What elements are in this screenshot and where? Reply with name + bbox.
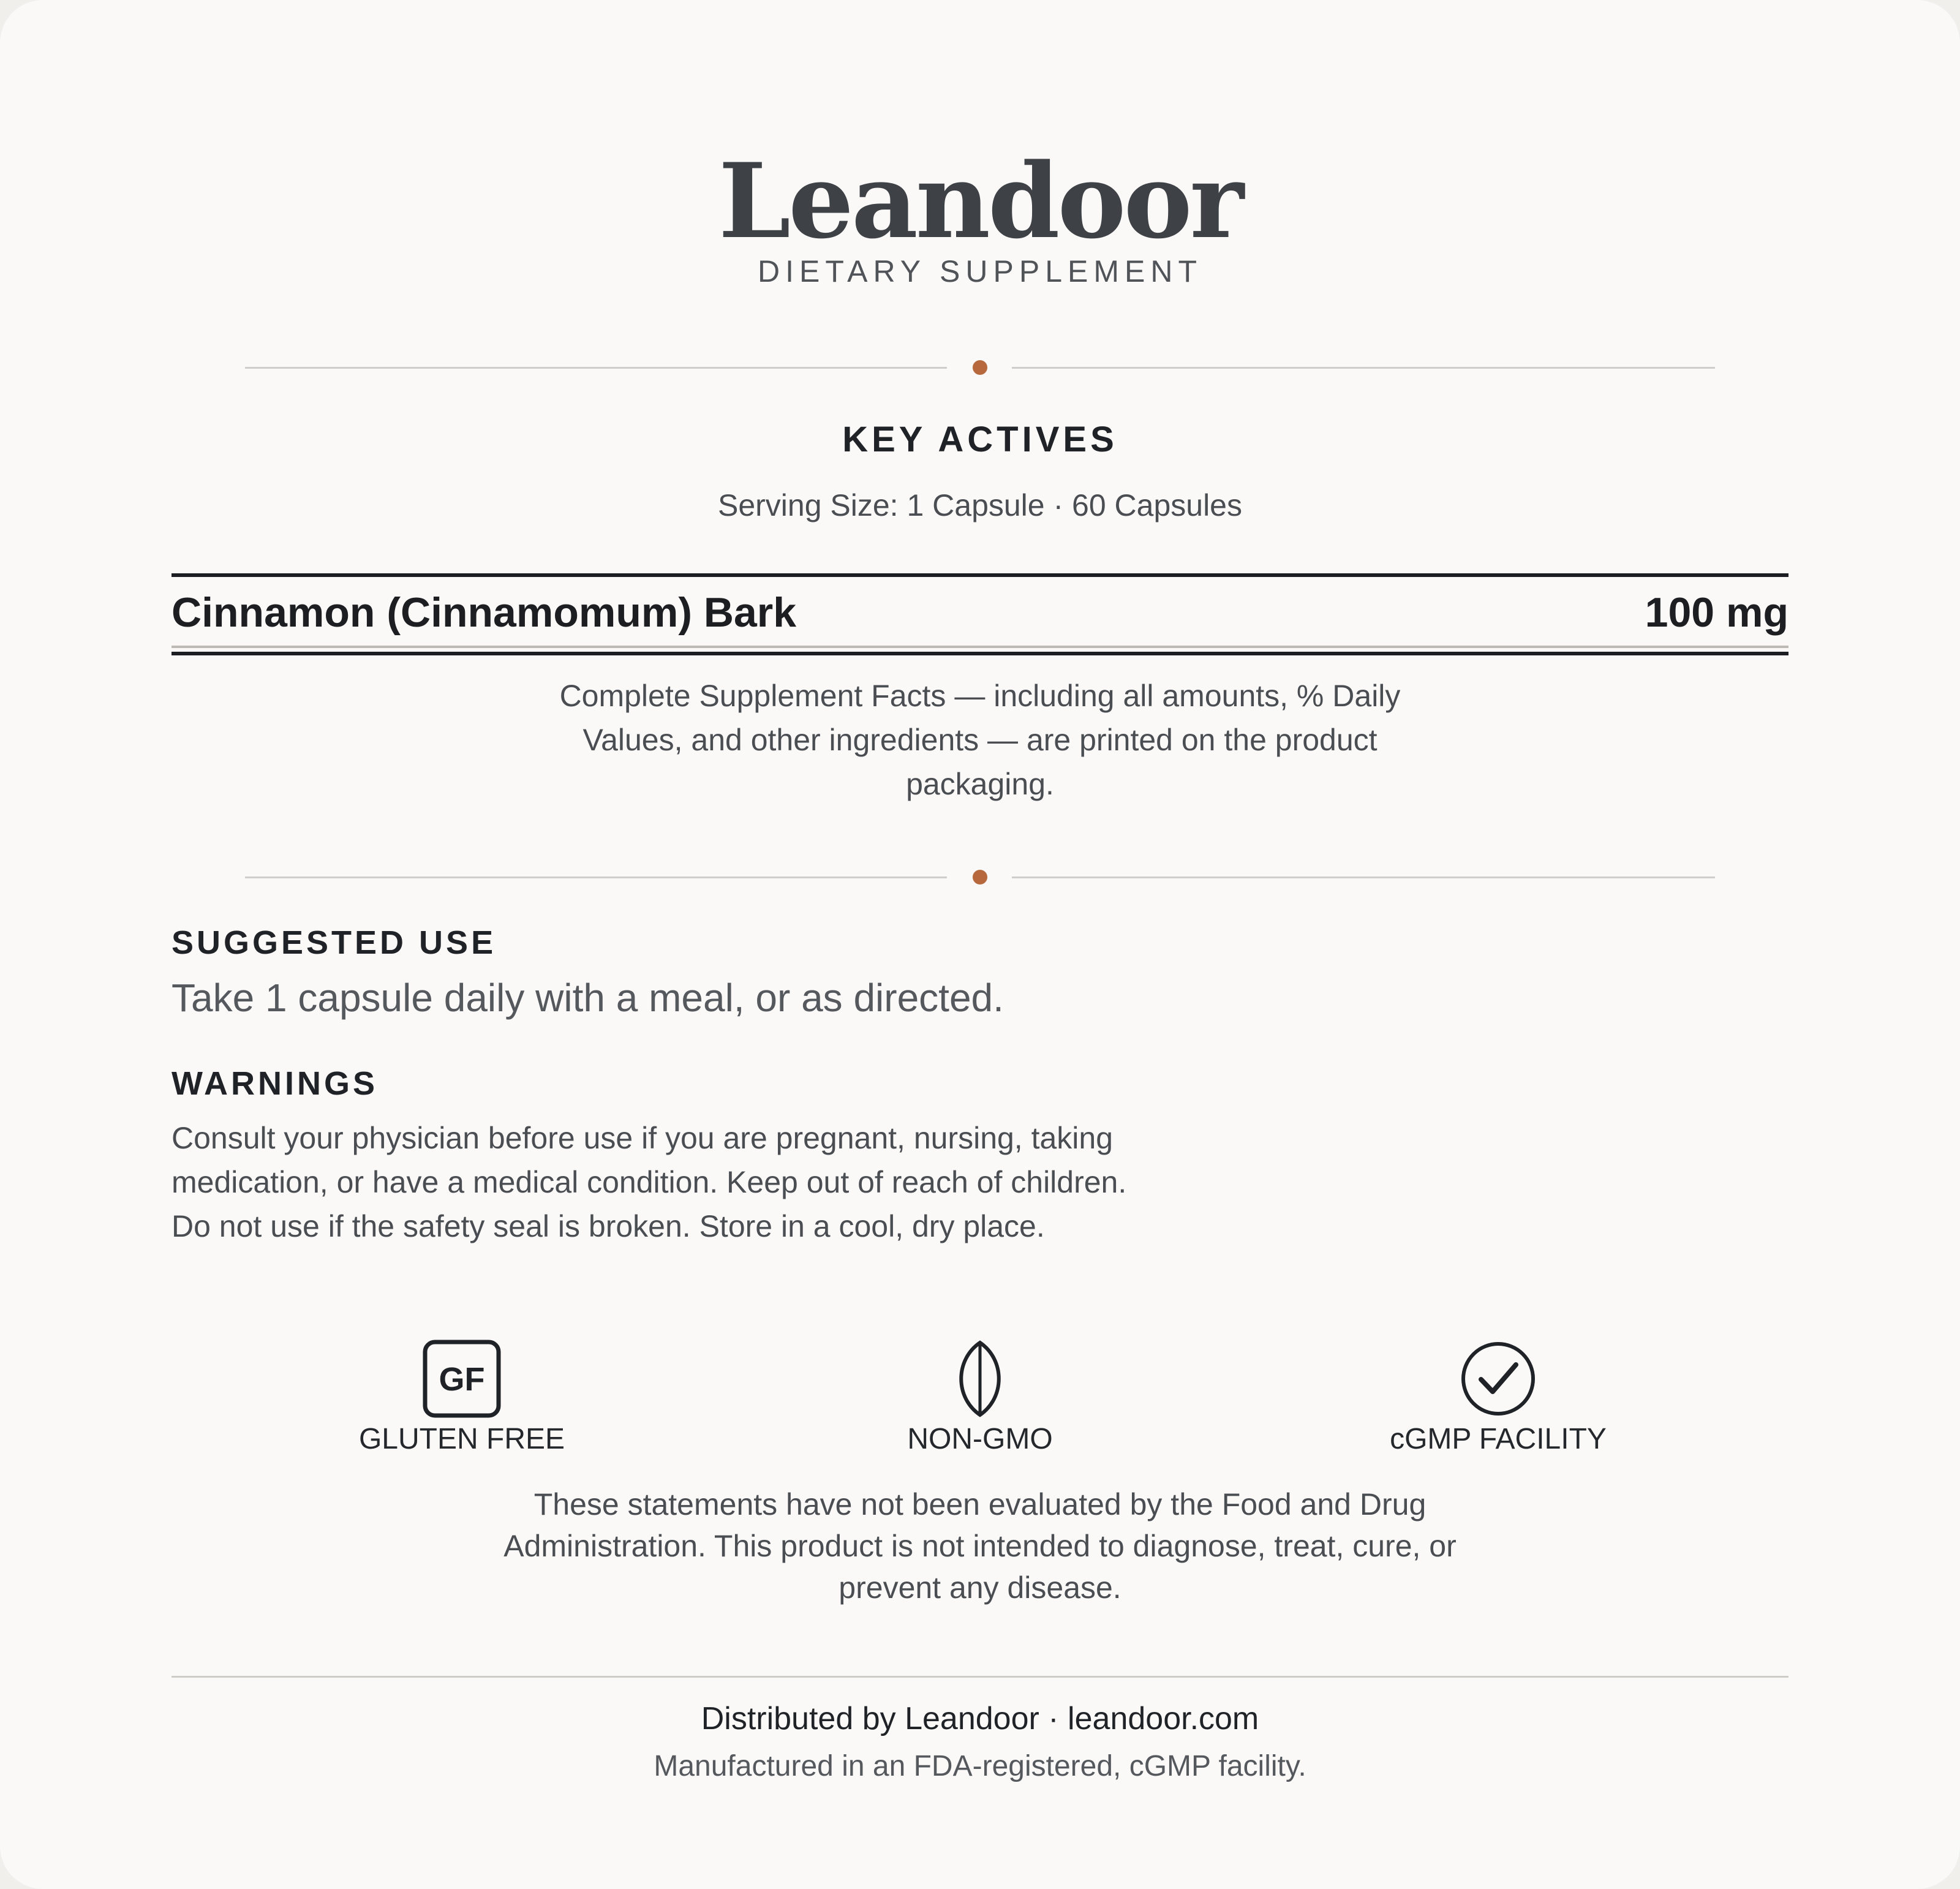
badge-label: GLUTEN FREE	[358, 1423, 565, 1455]
badge-label: NON-GMO	[907, 1423, 1053, 1455]
facts-rule-thin	[172, 646, 1789, 648]
facts-note: Complete Supplement Facts — including all amounts, % Daily Values, and other ingredients — are printed on the product packaging.	[559, 679, 1401, 801]
warnings-text: Consult your physician before use if you are pregnant, nursing, taking medication, or have a medical condition. Keep out of reach of children. Do not use if the safety seal is broken. Store in a cool, dry place.	[172, 1121, 1127, 1243]
accent-dot	[973, 360, 987, 375]
ingredient-name: Cinnamon (Cinnamomum) Bark	[172, 589, 797, 636]
gluten-free-icon	[422, 1339, 502, 1419]
distributed-by: Distributed by Leandoor · leandoor.com	[701, 1701, 1259, 1736]
leaf-icon	[940, 1339, 1020, 1419]
ornament-divider	[245, 360, 1715, 375]
ingredient-amount: 100 mg	[1645, 589, 1789, 636]
ornament-divider	[245, 870, 1715, 884]
manufactured-note: Manufactured in an FDA-registered, cGMP facility.	[654, 1750, 1306, 1782]
facts-rule-bottom	[172, 652, 1789, 655]
gluten-free-icon-text: GF	[439, 1361, 485, 1398]
badge-label: cGMP FACILITY	[1390, 1423, 1607, 1455]
fda-disclaimer: These statements have not been evaluated by the Food and Drug Administration. This product is not intended to diagnose, treat, cure, or prevent any disease.	[503, 1487, 1457, 1605]
divider-line	[245, 877, 947, 878]
divider-line	[245, 367, 947, 369]
divider-line	[1012, 877, 1715, 878]
suggested-use-text: Take 1 capsule daily with a meal, or as directed.	[172, 976, 1004, 1020]
key-actives-title: KEY ACTIVES	[842, 420, 1118, 459]
accent-dot	[973, 870, 987, 884]
serving-size: Serving Size: 1 Capsule · 60 Capsules	[717, 488, 1242, 522]
check-circle-icon	[1458, 1339, 1538, 1419]
badge-non-gmo	[796, 1339, 1164, 1456]
divider-line	[1012, 367, 1715, 369]
suggested-use-title: SUGGESTED USE	[172, 924, 497, 961]
warnings-title: WARNINGS	[172, 1065, 378, 1102]
facts-rule-top	[172, 573, 1789, 577]
brand-logo: Leandoor	[718, 140, 1242, 262]
badge-gluten-free	[278, 1339, 646, 1456]
brand-tagline: DIETARY SUPPLEMENT	[757, 254, 1203, 288]
footer-divider	[172, 1676, 1789, 1678]
badge-cgmp-facility	[1314, 1339, 1682, 1456]
ingredient-row	[172, 582, 1789, 643]
